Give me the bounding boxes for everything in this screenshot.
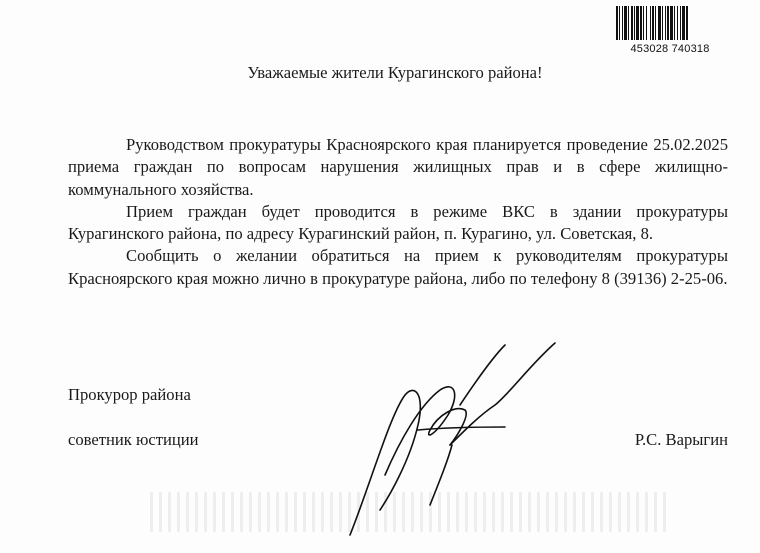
letter-body: [68, 134, 728, 290]
signer-rank: советник юстиции: [68, 430, 199, 449]
signer-position: Прокурор района: [68, 385, 191, 404]
paragraph-1: Руководством прокуратуры Красноярского края планируется проведение 25.02.2025 приема граждан по вопросам нарушения жилищных прав и в сфере жилищно-коммунального хозяйства.: [68, 135, 728, 199]
paragraph-2: Прием граждан будет проводится в режиме ВКС в здании прокуратуры Курагинского района, по адресу Курагинский район, п. Курагино, ул. Советская, 8.: [68, 201, 728, 244]
page-title: Уважаемые жители Курагинского района!: [247, 63, 543, 82]
paragraph-3: Сообщить о желании обратиться на прием к руководителям прокуратуры Красноярского края можно лично в прокуратуре района, либо по телефону 8 (39136) 2-25-06.: [68, 246, 728, 288]
barcode: [614, 6, 726, 60]
barcode-bars: [614, 6, 726, 42]
barcode-number: 453028 740318: [630, 43, 710, 55]
signer-name: Р.С. Варыгин: [634, 430, 728, 449]
faint-backpage-text: [150, 492, 670, 532]
